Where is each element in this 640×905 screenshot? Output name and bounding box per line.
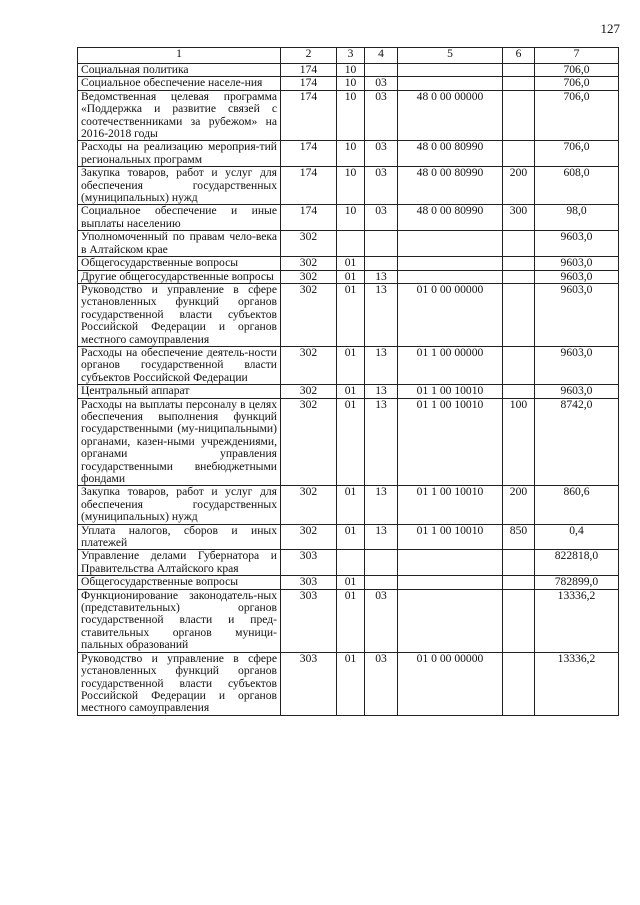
subsection-code — [365, 550, 398, 576]
target-article-code: 48 0 00 80990 — [398, 141, 503, 167]
ministry-code: 303 — [281, 652, 337, 715]
ministry-code: 302 — [281, 257, 337, 270]
section-code — [337, 231, 365, 257]
section-code: 01 — [337, 576, 365, 589]
target-article-code — [398, 576, 503, 589]
section-code: 10 — [337, 77, 365, 90]
expense-type-code — [503, 64, 535, 77]
row-name: Расходы на обеспечение деятель-ности органов государственной власти субъектов Российской Федерации — [78, 346, 281, 384]
ministry-code: 174 — [281, 90, 337, 141]
table-row — [78, 77, 619, 90]
table-row — [78, 486, 619, 524]
section-code: 10 — [337, 167, 365, 205]
table-row — [78, 90, 619, 141]
column-header: 4 — [365, 48, 398, 64]
expense-type-code — [503, 385, 535, 398]
expense-type-code — [503, 257, 535, 270]
ministry-code: 174 — [281, 205, 337, 231]
subsection-code: 03 — [365, 652, 398, 715]
table-row — [78, 205, 619, 231]
column-header: 3 — [337, 48, 365, 64]
row-name: Общегосударственные вопросы — [78, 576, 281, 589]
section-code: 01 — [337, 524, 365, 550]
section-code: 01 — [337, 283, 365, 346]
row-name: Ведомственная целевая программа «Поддержка и развитие связей с соотечественниками за рубежом» на 2016-2018 годы — [78, 90, 281, 141]
subsection-code — [365, 576, 398, 589]
subsection-code: 13 — [365, 270, 398, 283]
expense-type-code — [503, 90, 535, 141]
row-name: Социальное обеспечение населе-ния — [78, 77, 281, 90]
amount: 9603,0 — [535, 283, 619, 346]
amount: 822818,0 — [535, 550, 619, 576]
subsection-code — [365, 64, 398, 77]
target-article-code — [398, 550, 503, 576]
amount: 860,6 — [535, 486, 619, 524]
table-row — [78, 550, 619, 576]
target-article-code: 01 1 00 00000 — [398, 346, 503, 384]
table-row — [78, 576, 619, 589]
expense-type-code — [503, 576, 535, 589]
row-name: Руководство и управление в сфере установленных функций органов государственной власти субъектов Российской Федерации и органов местного самоуправления — [78, 652, 281, 715]
page-number: 127 — [600, 21, 620, 36]
expense-type-code — [503, 589, 535, 652]
ministry-code: 174 — [281, 141, 337, 167]
section-code: 01 — [337, 257, 365, 270]
expense-type-code — [503, 346, 535, 384]
table-row — [78, 64, 619, 77]
table-row — [78, 346, 619, 384]
section-code: 01 — [337, 270, 365, 283]
subsection-code: 13 — [365, 283, 398, 346]
table-row — [78, 652, 619, 715]
row-name: Уплата налогов, сборов и иных платежей — [78, 524, 281, 550]
table-row — [78, 385, 619, 398]
amount: 13336,2 — [535, 652, 619, 715]
ministry-code: 303 — [281, 576, 337, 589]
target-article-code: 01 1 00 10010 — [398, 486, 503, 524]
ministry-code: 302 — [281, 385, 337, 398]
target-article-code — [398, 257, 503, 270]
ministry-code: 303 — [281, 589, 337, 652]
expense-type-code — [503, 283, 535, 346]
amount: 9603,0 — [535, 257, 619, 270]
table-row — [78, 524, 619, 550]
subsection-code: 03 — [365, 141, 398, 167]
amount: 706,0 — [535, 64, 619, 77]
amount: 0,4 — [535, 524, 619, 550]
row-name: Закупка товаров, работ и услуг для обеспечения государственных (муниципальных) нужд — [78, 167, 281, 205]
row-name: Общегосударственные вопросы — [78, 257, 281, 270]
row-name: Управление делами Губернатора и Правительства Алтайского края — [78, 550, 281, 576]
row-name: Руководство и управление в сфере установленных функций органов государственной власти субъектов Российской Федерации и органов местного самоуправления — [78, 283, 281, 346]
table-row — [78, 589, 619, 652]
ministry-code: 302 — [281, 398, 337, 486]
budget-table — [77, 47, 619, 716]
target-article-code — [398, 231, 503, 257]
expense-type-code — [503, 231, 535, 257]
column-header: 5 — [398, 48, 503, 64]
ministry-code: 174 — [281, 77, 337, 90]
subsection-code: 13 — [365, 346, 398, 384]
target-article-code: 01 1 00 10010 — [398, 524, 503, 550]
expense-type-code: 200 — [503, 167, 535, 205]
table-row — [78, 283, 619, 346]
section-code: 10 — [337, 64, 365, 77]
subsection-code: 03 — [365, 90, 398, 141]
subsection-code: 03 — [365, 77, 398, 90]
ministry-code: 303 — [281, 550, 337, 576]
target-article-code: 01 1 00 10010 — [398, 398, 503, 486]
header-row — [78, 48, 619, 64]
column-header: 2 — [281, 48, 337, 64]
amount: 706,0 — [535, 77, 619, 90]
section-code: 01 — [337, 652, 365, 715]
amount: 9603,0 — [535, 385, 619, 398]
table-row — [78, 398, 619, 486]
ministry-code: 174 — [281, 167, 337, 205]
expense-type-code — [503, 550, 535, 576]
amount: 8742,0 — [535, 398, 619, 486]
section-code: 10 — [337, 205, 365, 231]
row-name: Центральный аппарат — [78, 385, 281, 398]
expense-type-code — [503, 270, 535, 283]
expense-type-code — [503, 141, 535, 167]
amount: 9603,0 — [535, 346, 619, 384]
target-article-code: 01 0 00 00000 — [398, 652, 503, 715]
section-code — [337, 550, 365, 576]
table-row — [78, 231, 619, 257]
amount: 9603,0 — [535, 270, 619, 283]
row-name: Закупка товаров, работ и услуг для обеспечения государственных (муниципальных) нужд — [78, 486, 281, 524]
ministry-code: 302 — [281, 524, 337, 550]
table-row — [78, 141, 619, 167]
expense-type-code — [503, 652, 535, 715]
ministry-code: 302 — [281, 486, 337, 524]
section-code: 01 — [337, 486, 365, 524]
target-article-code: 01 1 00 10010 — [398, 385, 503, 398]
row-name: Уполномоченный по правам чело-века в Алтайском крае — [78, 231, 281, 257]
ministry-code: 302 — [281, 283, 337, 346]
row-name: Расходы на выплаты персоналу в целях обеспечения выполнения функций государственными (му-ниципальными) органами, казен-ными учреждениями, органами управления государственными внебюджетными фондами — [78, 398, 281, 486]
expense-type-code — [503, 77, 535, 90]
column-header: 6 — [503, 48, 535, 64]
ministry-code: 302 — [281, 270, 337, 283]
amount: 608,0 — [535, 167, 619, 205]
ministry-code: 302 — [281, 231, 337, 257]
row-name: Другие общегосударственные вопросы — [78, 270, 281, 283]
section-code: 10 — [337, 90, 365, 141]
section-code: 01 — [337, 346, 365, 384]
row-name: Социальное обеспечение и иные выплаты населению — [78, 205, 281, 231]
target-article-code — [398, 64, 503, 77]
amount: 782899,0 — [535, 576, 619, 589]
expense-type-code: 200 — [503, 486, 535, 524]
row-name: Функционирование законодатель-ных (представительных) органов государственной власти и пред-ставительных органов муници-пальных образований — [78, 589, 281, 652]
column-header: 7 — [535, 48, 619, 64]
ministry-code: 174 — [281, 64, 337, 77]
expense-type-code: 850 — [503, 524, 535, 550]
subsection-code: 03 — [365, 589, 398, 652]
amount: 9603,0 — [535, 231, 619, 257]
expense-type-code: 300 — [503, 205, 535, 231]
target-article-code — [398, 270, 503, 283]
section-code: 01 — [337, 385, 365, 398]
target-article-code — [398, 589, 503, 652]
table-row — [78, 167, 619, 205]
target-article-code: 01 0 00 00000 — [398, 283, 503, 346]
amount: 98,0 — [535, 205, 619, 231]
row-name: Социальная политика — [78, 64, 281, 77]
table-row — [78, 257, 619, 270]
subsection-code: 13 — [365, 398, 398, 486]
subsection-code: 03 — [365, 205, 398, 231]
section-code: 10 — [337, 141, 365, 167]
target-article-code: 48 0 00 00000 — [398, 90, 503, 141]
section-code: 01 — [337, 589, 365, 652]
ministry-code: 302 — [281, 346, 337, 384]
amount: 13336,2 — [535, 589, 619, 652]
target-article-code — [398, 77, 503, 90]
table-row — [78, 270, 619, 283]
section-code: 01 — [337, 398, 365, 486]
target-article-code: 48 0 00 80990 — [398, 167, 503, 205]
row-name: Расходы на реализацию мероприя-тий региональных программ — [78, 141, 281, 167]
subsection-code: 03 — [365, 167, 398, 205]
amount: 706,0 — [535, 90, 619, 141]
subsection-code — [365, 231, 398, 257]
expense-type-code: 100 — [503, 398, 535, 486]
amount: 706,0 — [535, 141, 619, 167]
subsection-code: 13 — [365, 524, 398, 550]
subsection-code: 13 — [365, 486, 398, 524]
subsection-code: 13 — [365, 385, 398, 398]
target-article-code: 48 0 00 80990 — [398, 205, 503, 231]
subsection-code — [365, 257, 398, 270]
column-header: 1 — [78, 48, 281, 64]
